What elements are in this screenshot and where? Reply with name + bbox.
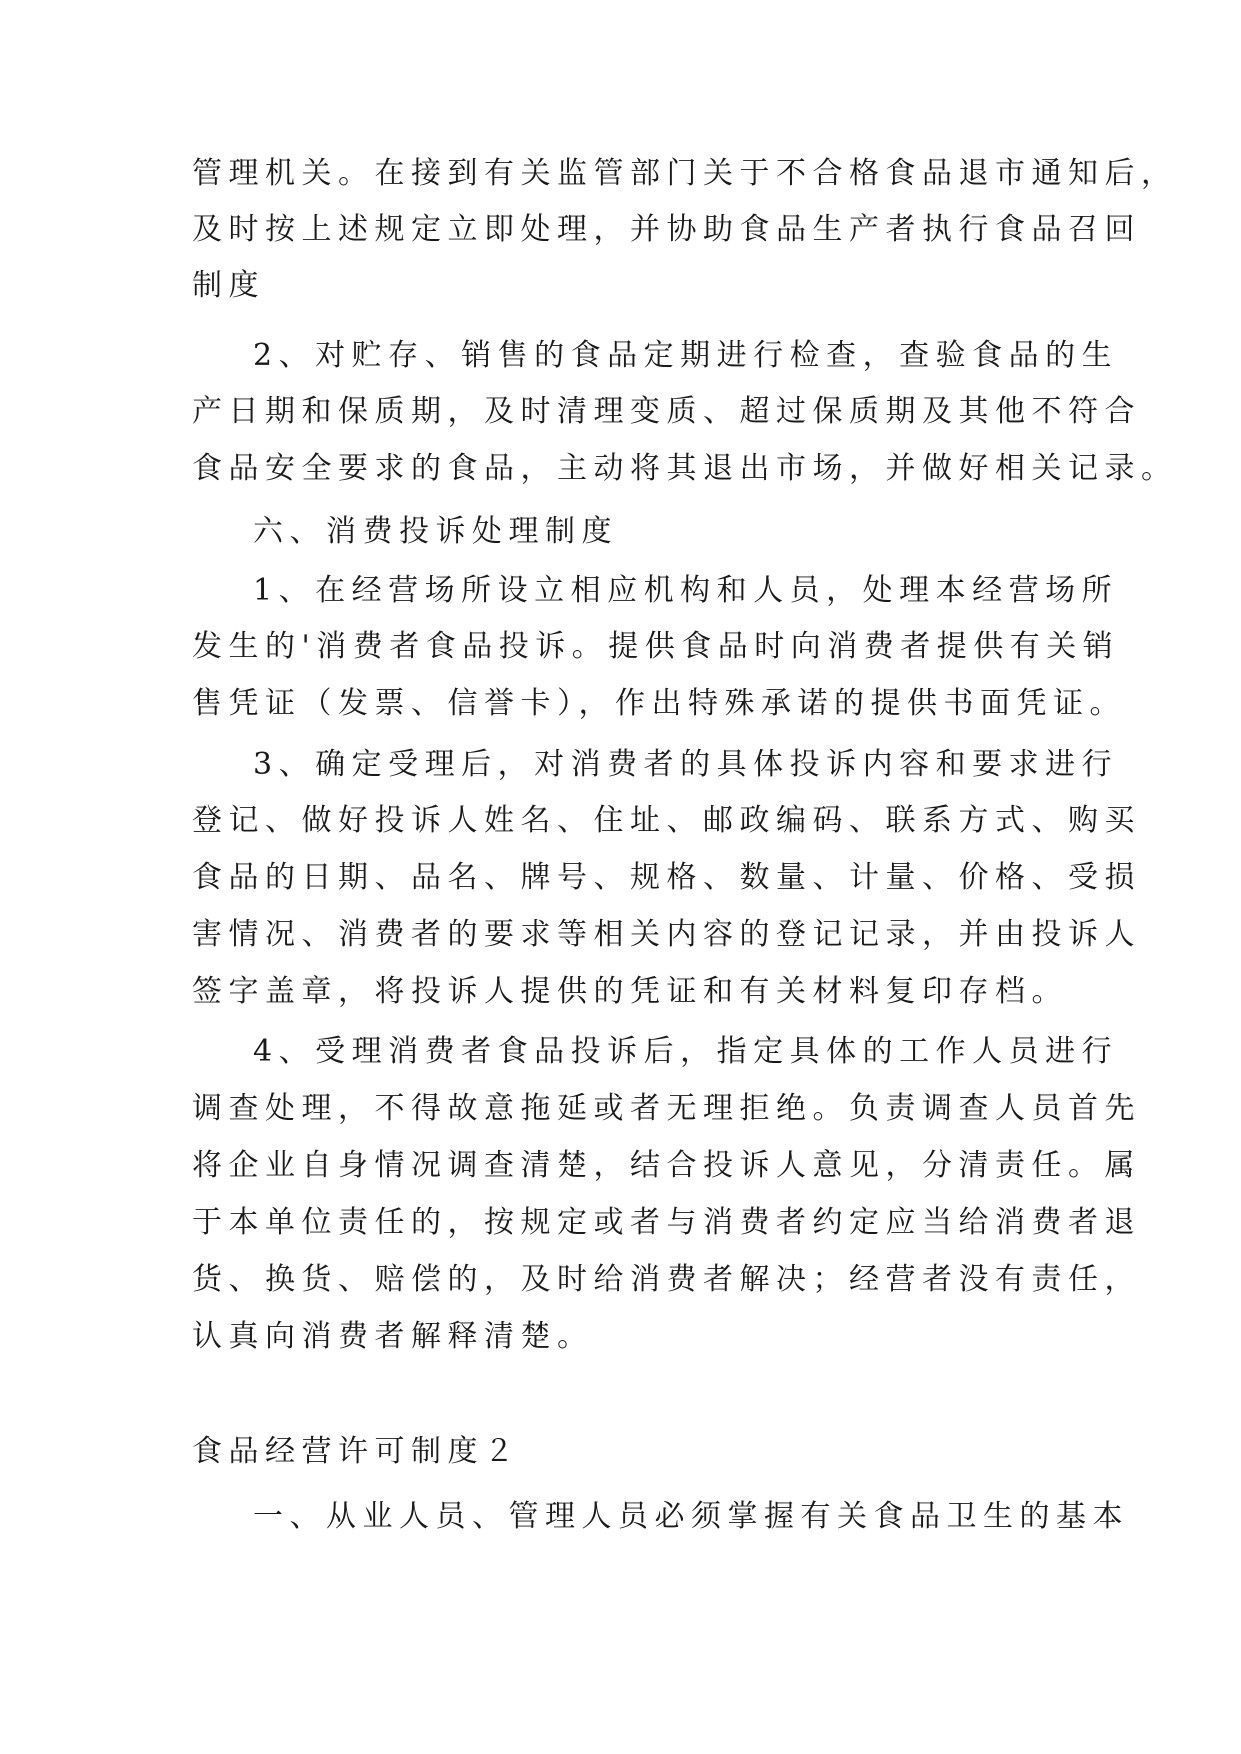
paragraph-line: 食品安全要求的食品，主动将其退出市场，并做好相关记录。 (192, 451, 1178, 486)
section-heading: 六、消费投诉处理制度 (253, 514, 618, 549)
paragraph-line: 2、对贮存、销售的食品定期进行检查，查验食品的生 (253, 338, 1119, 373)
paragraph-line: 管理机关。在接到有关监管部门关于不合格食品退市通知后， (192, 156, 1178, 191)
paragraph-line: 食品的日期、品名、牌号、规格、数量、计量、价格、受损 (192, 860, 1141, 895)
document-title: 食品经营许可制度２ (192, 1434, 521, 1469)
paragraph-line: 产日期和保质期，及时清理变质、超过保质期及其他不符合 (192, 394, 1141, 429)
paragraph-line: 登记、做好投诉人姓名、住址、邮政编码、联系方式、购买 (192, 803, 1141, 838)
paragraph-line: 1、在经营场所设立相应机构和人员，处理本经营场所 (253, 573, 1119, 608)
paragraph-line: 3、确定受理后，对消费者的具体投诉内容和要求进行 (253, 747, 1119, 782)
paragraph-line: 货、换货、赔偿的，及时给消费者解决；经营者没有责任， (192, 1262, 1141, 1297)
paragraph-line: 发生的'消费者食品投诉。提供食品时向消费者提供有关销 (192, 629, 1120, 664)
paragraph-line: 制度 (192, 268, 265, 303)
paragraph-line: 及时按上述规定立即处理，并协助食品生产者执行食品召回 (192, 212, 1141, 247)
paragraph-line: 售凭证（发票、信誉卡），作出特殊承诺的提供书面凭证。 (192, 686, 1126, 721)
paragraph-line: 调查处理，不得故意拖延或者无理拒绝。负责调查人员首先 (192, 1091, 1141, 1126)
paragraph-line: 认真向消费者解释清楚。 (192, 1319, 594, 1354)
paragraph-line: 于本单位责任的，按规定或者与消费者约定应当给消费者退 (192, 1205, 1141, 1240)
paragraph-line: 4、受理消费者食品投诉后，指定具体的工作人员进行 (253, 1034, 1119, 1069)
paragraph-line: 将企业自身情况调查清楚，结合投诉人意见，分清责任。属 (192, 1148, 1141, 1183)
paragraph-line: 一、从业人员、管理人员必须掌握有关食品卫生的基本 (253, 1499, 1129, 1534)
paragraph-line: 签字盖章，将投诉人提供的凭证和有关材料复印存档。 (192, 974, 1068, 1009)
paragraph-line: 害情况、消费者的要求等相关内容的登记记录，并由投诉人 (192, 917, 1141, 952)
